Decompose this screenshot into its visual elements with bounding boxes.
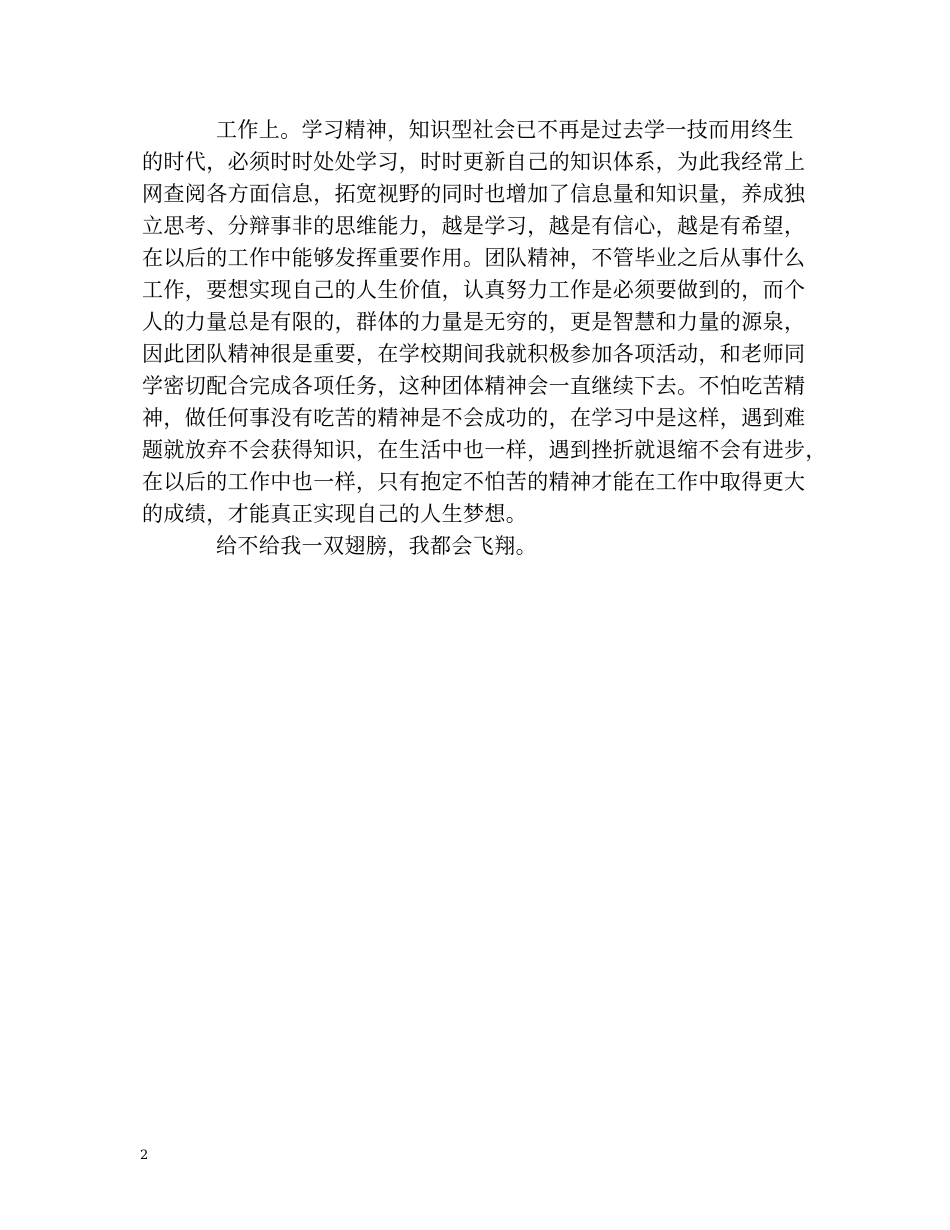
paragraph-line: 的时代，必须时时处处学习，时时更新自己的知识体系，为此我经常上 [142, 150, 806, 174]
paragraph-line: 题就放弃不会获得知识，在生活中也一样，遇到挫折就退缩不会有进步， [142, 438, 827, 462]
paragraph-line: 在以后的工作中能够发挥重要作用。团队精神，不管毕业之后从事什么 [142, 246, 806, 270]
paragraph-line: 网查阅各方面信息，拓宽视野的同时也增加了信息量和知识量，养成独 [142, 182, 806, 206]
paragraph-line: 工作，要想实现自己的人生价值，认真努力工作是必须要做到的，而个 [142, 278, 806, 302]
paragraph-line: 工作上。学习精神，知识型社会已不再是过去学一技而用终生 [216, 118, 794, 142]
closing-line: 给不给我一双翅膀，我都会飞翔。 [216, 534, 537, 558]
paragraph-line: 的成绩，才能真正实现自己的人生梦想。 [142, 502, 528, 526]
page-number: 2 [140, 1148, 149, 1163]
paragraph-line: 因此团队精神很是重要，在学校期间我就积极参加各项活动，和老师同 [142, 342, 806, 366]
paragraph-line: 学密切配合完成各项任务，这种团体精神会一直继续下去。不怕吃苦精 [142, 374, 806, 398]
paragraph-line: 神，做任何事没有吃苦的精神是不会成功的，在学习中是这样，遇到难 [142, 406, 806, 430]
paragraph-line: 在以后的工作中也一样，只有抱定不怕苦的精神才能在工作中取得更大 [142, 470, 806, 494]
paragraph-line: 立思考、分辩事非的思维能力，越是学习，越是有信心，越是有希望， [142, 214, 806, 238]
body-text [142, 114, 827, 562]
paragraph-line: 人的力量总是有限的，群体的力量是无穷的，更是智慧和力量的源泉， [142, 310, 806, 334]
